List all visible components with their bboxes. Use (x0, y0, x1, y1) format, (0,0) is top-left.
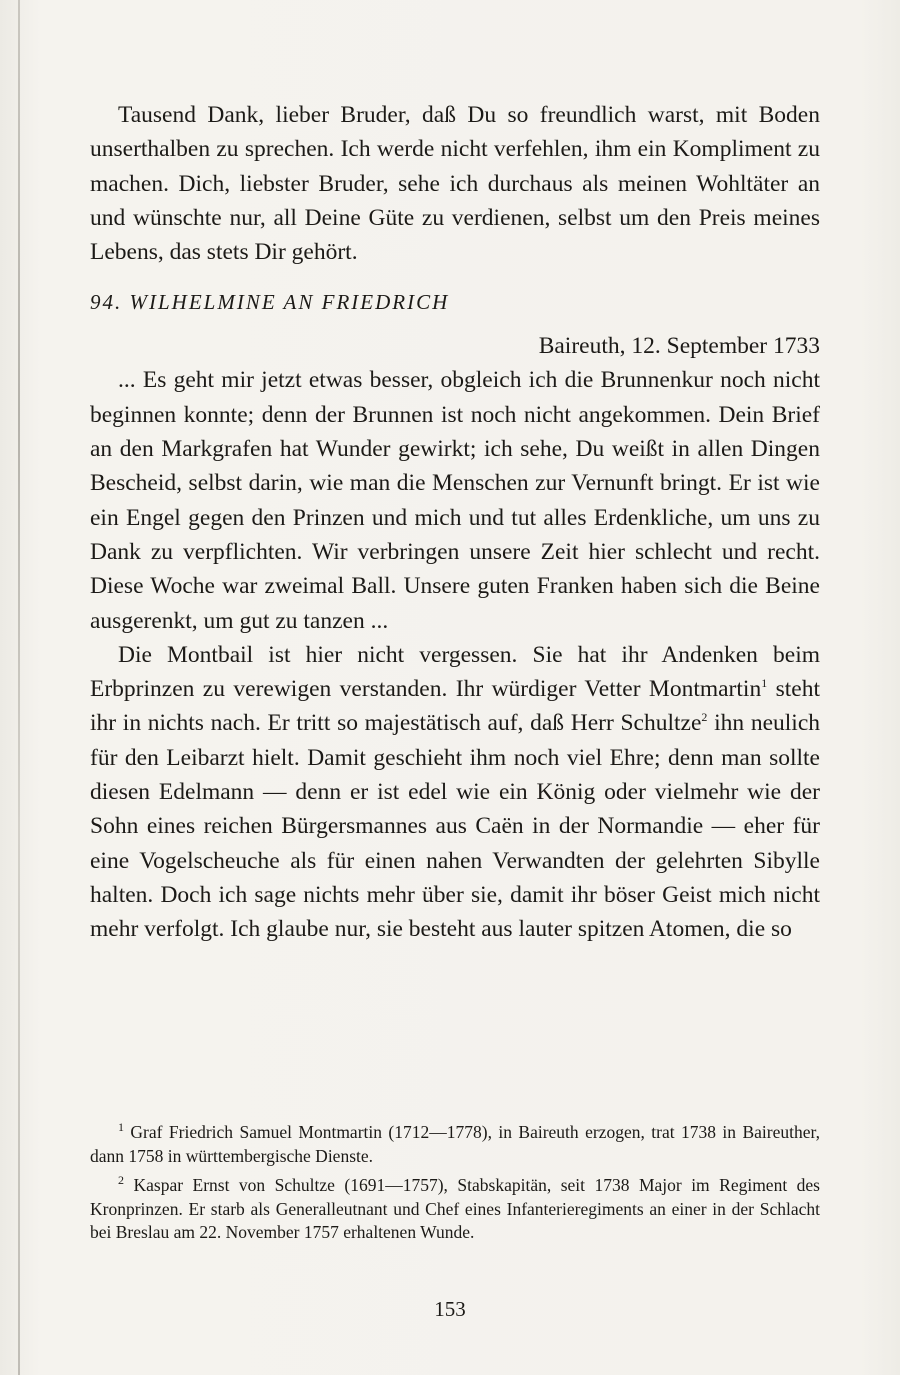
footnotes (90, 1121, 820, 1251)
footnote-2 (90, 1174, 820, 1245)
footnote-mark-2: 2 (118, 1173, 124, 1188)
main-text (90, 98, 820, 947)
paragraph-2-part-3: ihn neulich für den Leibarzt hielt. Damit geschieht ihm noch viel Ehre; denn man sollte diesen Edelmann — denn er ist edel wie ein König oder vielmehr wie der Sohn eines reichen Bürgersmannes aus Caën in der Normandie — eher für eine Vogelscheuche als für einen nahen Verwandten der gelehrten Sibylle halten. Doch ich sage nichts mehr über sie, damit ihr böser Geist mich nicht mehr verfolgt. Ich glaube nur, sie besteht aus lauter spitzen Atomen, die so (90, 710, 821, 943)
binding-edge (18, 0, 20, 1375)
footnote-mark-1: 1 (118, 1120, 124, 1135)
footnote-text-2: Kaspar Ernst von Schultze (1691—1757), Stabskapitän, seit 1738 Major im Regiment des Kronprinzen. Er starb als Generalleutnant und Chef eines Infanterieregiments an einer in der Schlacht bei Breslau am 22. November 1757 erhaltenen Wunde. (90, 1175, 820, 1242)
footnote-ref-1: 1 (761, 676, 768, 691)
page-number: 153 (434, 1297, 466, 1321)
footnote-1 (90, 1121, 820, 1168)
paragraph-2-part-2: steht ihr in nichts nach. Er tritt so majestätisch auf, daß Herr Schultze (90, 676, 821, 737)
paragraph-2-part-1: Die Montbail ist hier nicht vergessen. Sie hat ihr Andenken beim Erbprinzen zu verewigen verstanden. Ihr würdiger Vetter Montmartin (90, 641, 820, 703)
closing-paragraph: Tausend Dank, lieber Bruder, daß Du so freundlich warst, mit Boden unserthalben zu sprechen. Ich werde nicht verfehlen, ihm ein Kompliment zu machen. Dich, liebster Bruder, sehe ich durchaus als meinen Wohltäter an und wünschte nur, all Deine Güte zu verdienen, selbst um den Preis meines Lebens, das stets Dir gehört. (90, 102, 820, 266)
footnote-text-1: Graf Friedrich Samuel Montmartin (1712—1778), in Baireuth erzogen, trat 1738 in Baireuther, dann 1758 in württembergische Dienste. (90, 1122, 820, 1166)
letter-paragraph-1: ... Es geht mir jetzt etwas besser, obgleich ich die Brunnenkur noch nicht beginnen konnte; denn der Brunnen ist noch nicht angekommen. Dein Brief an den Markgrafen hat Wunder gewirkt; ich sehe, Du weißt in allen Dingen Bescheid, selbst darin, wie man die Menschen zur Vernunft bringt. Er ist wie ein Engel gegen den Prinzen und mich und tut alles Erdenkliche, um uns zu Dank zu verpflichten. Wir verbringen unsere Zeit hier schlecht und recht. Diese Woche war zweimal Ball. Unsere guten Franken haben sich die Beine ausgerenkt, um gut zu tanzen ... (90, 367, 820, 634)
letter-paragraph-2 (90, 638, 820, 947)
letter-dateline: Baireuth, 12. September 1733 (538, 333, 820, 360)
footnote-ref-2: 2 (701, 710, 708, 725)
letter-heading: 94. WILHELMINE AN FRIEDRICH (90, 290, 450, 315)
